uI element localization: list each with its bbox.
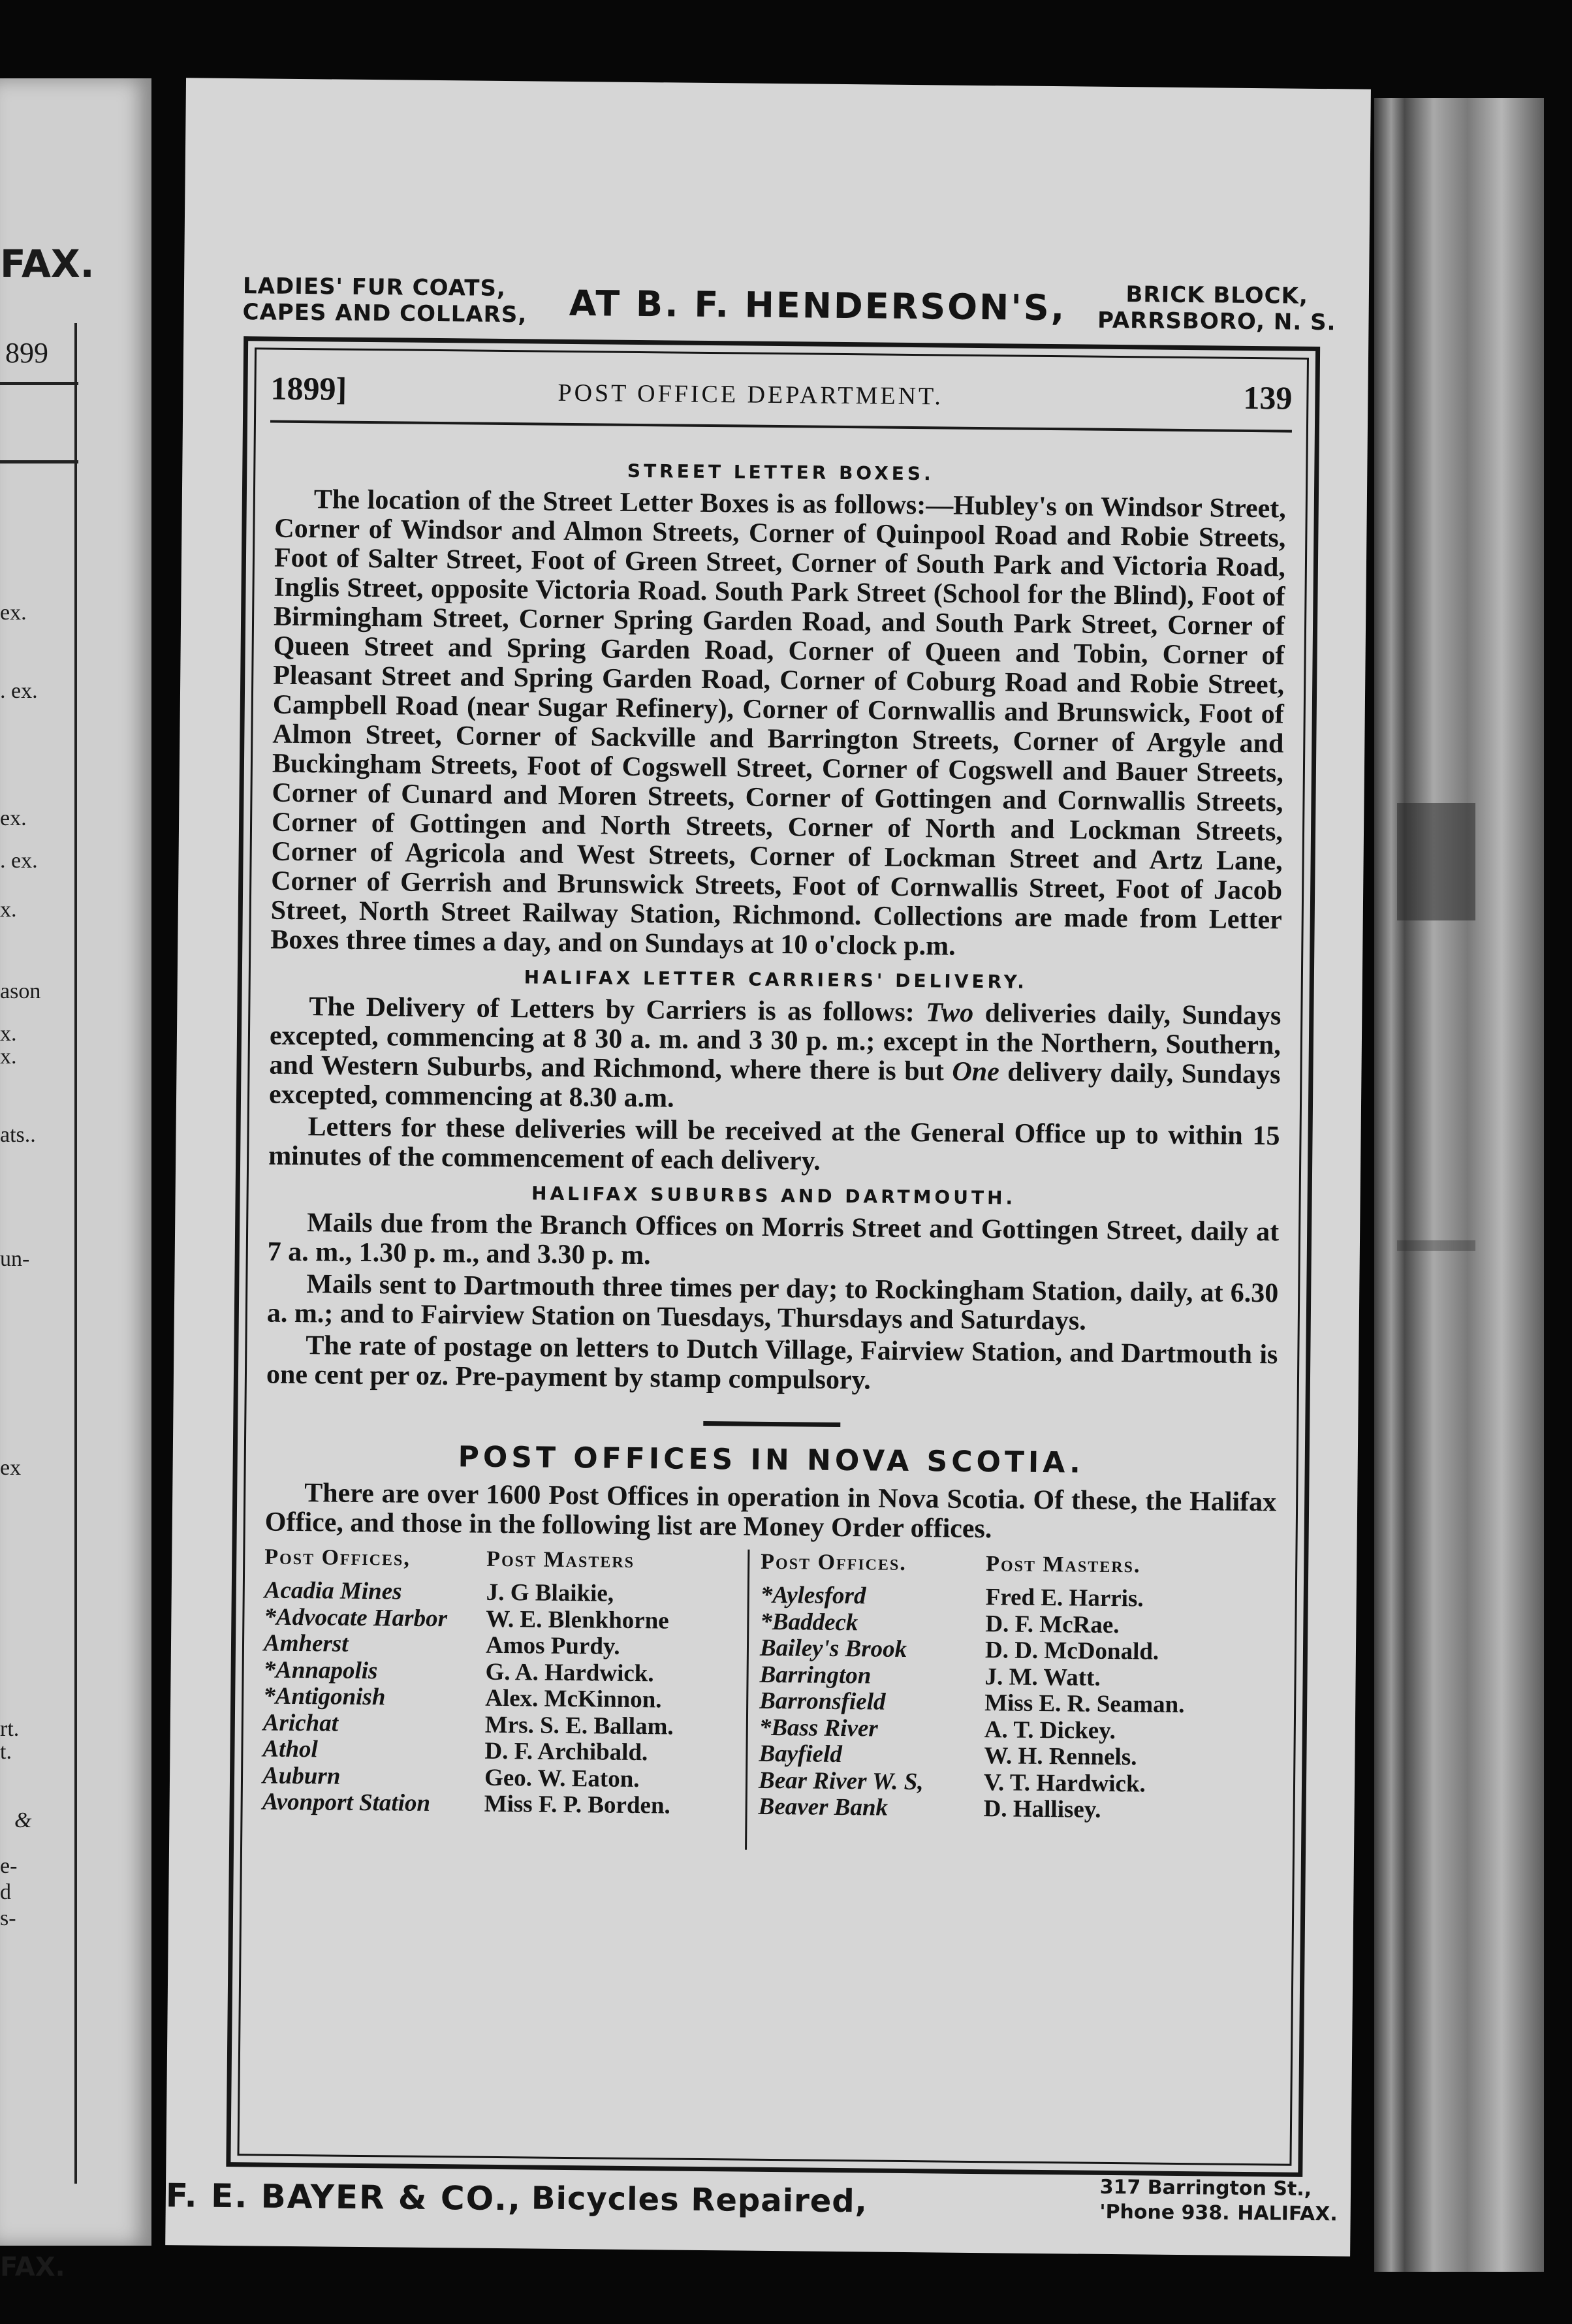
post-office-list (262, 1545, 1276, 1862)
previous-page-strip (0, 78, 151, 2282)
previous-page-fragment: t. (0, 1740, 12, 1764)
previous-page-fragment: x. (0, 1022, 17, 1046)
page-content (262, 448, 1287, 1862)
carriers-delivery-paragraph (269, 992, 1281, 1120)
post-office-name: Beaver Bank (758, 1793, 888, 1821)
post-office-name: Avonport Station (262, 1788, 431, 1817)
advert-city: HALIFAX. (1237, 2201, 1338, 2226)
post-office-name: *Antigonish (263, 1682, 386, 1711)
carriers-text: deliveries daily, Sundays excepted, commencing at 8 30 a. m. and 3 30 p. m.; except in the Northern, Southern, and Western Suburbs, and Richmond, where there is but (269, 997, 1281, 1087)
previous-page-fragment: & (14, 1808, 32, 1832)
post-master-name: Geo. W. Eaton. (484, 1764, 640, 1793)
advert-right (1097, 281, 1336, 336)
post-office-name: Bayfield (759, 1740, 843, 1768)
street-letter-boxes-text: The location of the Street Letter Boxes is as follows:—Hubley's on Windsor Street, Corner of Windsor and Almon Streets, Corner of Quinpool Road and Robie Streets, Foot of Salter Street, Foot of Green Street, Corner of South Park and Victoria Road, Inglis Street, opposite Victoria Road. South Park Street (School for the Blind), Foot of Birmingham Street, Corner Spring Garden Road, and South Park Street, Corner of Queen Street and Spring Garden Road, Corner of Queen and Tobin, Corner of Pleasant Street and Spring Garden Road, Corner of Coburg Road and Robie Street, Campbell Road (near Sugar Refinery), Corner of Cornwallis and Brunswick, Foot of Almon Street, Corner of Sackville and Barrington Streets, Corner of Argyle and Buckingham Streets, Foot of Cogswell Street, Corner of Cogswell and Bauer Streets, Corner of Cunard and Moren Streets, Corner of Gottingen and Cornwallis Streets, Corner of Gottingen and North Streets, Corner of North and Lockman Streets, Corner of Agricola and West Streets, Corner of Lockman Street and Artz Lane, Corner of Gerrish and Brunswick Streets, Foot of Cornwallis Street, Foot of Jacob Street, North Street Railway Station, Richmond. Collections are made from Letter Boxes three times a day, and on Sundays at 10 o'clock p.m. (270, 484, 1287, 962)
column-header-offices: Post Offices, (264, 1545, 411, 1571)
advert-right-line: BRICK BLOCK, (1125, 281, 1309, 309)
previous-page-fragment: ex (0, 1456, 22, 1480)
post-offices-intro: There are over 1600 Post Offices in operation in Nova Scotia. Of these, the Halifax Office, and those in the following list are Money Order offices. (264, 1478, 1277, 1545)
running-head-year: 1899] (270, 369, 347, 407)
previous-page-fragment: d (0, 1880, 11, 1904)
post-master-name: D. F. McRae. (985, 1610, 1120, 1639)
page-frame (226, 336, 1320, 2177)
carriers-emphasis: Two (925, 997, 974, 1028)
previous-page-fragment: . ex. (0, 849, 38, 873)
post-office-row (758, 1793, 1280, 1824)
column-header-offices: Post Offices. (761, 1549, 907, 1575)
post-office-name: *Baddeck (760, 1608, 858, 1636)
previous-page-fragment: un- (0, 1247, 30, 1271)
running-head-rule (270, 420, 1292, 433)
post-office-column-left (262, 1545, 745, 1819)
book-binding-edge (1374, 98, 1544, 2272)
column-header-row (264, 1545, 744, 1581)
column-header-row (761, 1550, 1283, 1586)
post-office-row (264, 1629, 744, 1661)
post-master-name: Mrs. S. E. Ballam. (484, 1711, 674, 1740)
previous-page-rule (0, 460, 78, 463)
previous-page-rule (0, 382, 78, 385)
post-office-row (262, 1735, 742, 1767)
advert-left-line: LADIES' FUR COATS, (242, 273, 507, 302)
post-master-name: D. Hallisey. (983, 1795, 1101, 1823)
previous-page-fragment: ats.. (0, 1123, 36, 1147)
advert-right-line: PARRSBORO, N. S. (1097, 307, 1336, 336)
post-master-name: Amos Purdy. (485, 1631, 620, 1660)
previous-page-title-fragment: FAX. (0, 242, 95, 286)
post-office-name: Barronsfield (759, 1687, 886, 1716)
previous-page-fragment: x. (0, 898, 17, 922)
post-office-row (263, 1656, 743, 1687)
running-head-title: POST OFFICE DEPARTMENT. (558, 379, 944, 411)
previous-page-footer-fragment: FAX. (0, 2252, 65, 2282)
post-office-row (262, 1761, 742, 1793)
post-office-name: Bear River W. S, (758, 1767, 924, 1795)
post-office-name: *Bass River (759, 1714, 878, 1742)
post-master-name: D. F. Archibald. (484, 1737, 648, 1767)
post-office-name: Bailey's Brook (759, 1634, 907, 1663)
section-heading-carriers-delivery: HALIFAX LETTER CARRIERS' DELIVERY. (524, 966, 1028, 993)
previous-page-fragment: ex. (0, 601, 27, 625)
previous-page-year-fragment: 899 (5, 337, 48, 369)
post-office-row (263, 1708, 743, 1740)
post-office-row (264, 1603, 744, 1634)
advert-service: Bicycles Repaired, (531, 2180, 868, 2220)
carriers-text: The Delivery of Letters by Carriers is as follows: (309, 992, 926, 1028)
directory-page (165, 78, 1371, 2256)
post-office-row (264, 1577, 744, 1608)
post-office-name: *Aylesford (760, 1581, 866, 1610)
advert-left-line: CAPES AND COLLARS, (242, 299, 527, 328)
post-office-row (262, 1788, 742, 1819)
post-office-name: Athol (262, 1735, 318, 1763)
post-master-name: D. D. McDonald. (984, 1637, 1159, 1665)
post-office-name: *Advocate Harbor (264, 1603, 448, 1632)
post-office-name: Acadia Mines (264, 1577, 402, 1605)
page-frame-inner (237, 347, 1309, 2165)
suburbs-paragraph: The rate of postage on letters to Dutch Village, Fairview Station, and Dartmouth is one cent per oz. Pre-payment by stamp compulsory. (266, 1330, 1278, 1396)
section-heading-street-letter-boxes: STREET LETTER BOXES. (627, 460, 934, 485)
post-master-name: J. M. Watt. (984, 1663, 1101, 1691)
advert-address: 317 Barrington St., (1099, 2175, 1312, 2201)
post-office-row (263, 1682, 743, 1714)
post-office-name: *Annapolis (263, 1656, 378, 1684)
post-master-name: V. T. Hardwick. (983, 1768, 1146, 1798)
previous-page-frame-rule (74, 323, 77, 2184)
carriers-delivery-paragraph: Letters for these deliveries will be received at the General Office up to within 15 minutes of the commencement of each delivery. (268, 1112, 1280, 1176)
post-master-name: G. A. Hardwick. (485, 1658, 654, 1687)
post-master-name: Fred E. Harris. (985, 1584, 1144, 1612)
advert-company: F. E. BAYER & CO., (165, 2176, 522, 2218)
suburbs-paragraph: Mails due from the Branch Offices on Morris Street and Gottingen Street, daily at 7 a. m., 1.30 p. m., and 3.30 p. m. (267, 1208, 1280, 1271)
advert-contact (1099, 2175, 1338, 2227)
previous-page-fragment: s- (0, 1906, 16, 1930)
previous-page-fragment: x. (0, 1044, 17, 1069)
section-heading-post-offices-nova-scotia: POST OFFICES IN NOVA SCOTIA. (458, 1440, 1085, 1480)
post-office-name: Auburn (262, 1762, 341, 1790)
previous-page-fragment: rt. (0, 1717, 20, 1741)
bottom-advertisement (165, 2157, 1351, 2240)
advert-phone: 'Phone 938. (1099, 2200, 1230, 2225)
page-number: 139 (1243, 379, 1293, 416)
post-office-name: Arichat (262, 1709, 339, 1737)
binding-shadow (1397, 803, 1475, 920)
running-head (270, 369, 1293, 418)
post-master-name: Alex. McKinnon. (485, 1684, 662, 1714)
post-master-name: J. G Blaikie, (486, 1578, 614, 1607)
post-office-name: Amherst (263, 1629, 349, 1657)
post-master-name: A. T. Dickey. (984, 1716, 1116, 1744)
post-master-name: Miss E. R. Seaman. (984, 1689, 1185, 1719)
binding-shadow (1397, 1240, 1475, 1251)
previous-page-fragment: ason (0, 979, 41, 1003)
column-header-masters: Post Masters (486, 1547, 635, 1573)
post-master-name: W. H. Rennels. (984, 1742, 1137, 1771)
advert-merchant-name: AT B. F. HENDERSON'S, (569, 282, 1067, 329)
carriers-emphasis: One (952, 1056, 999, 1088)
carriers-text: delivery daily, Sundays excepted, commencing at 8.30 a.m. (268, 1057, 1281, 1114)
previous-page-fragment: . ex. (0, 679, 38, 703)
previous-page-fragment: ex. (0, 806, 27, 830)
post-office-name: Barrington (759, 1661, 872, 1689)
column-separator (745, 1550, 749, 1850)
section-heading-suburbs-dartmouth: HALIFAX SUBURBS AND DARTMOUTH. (531, 1182, 1016, 1209)
column-header-masters: Post Masters. (986, 1552, 1141, 1578)
post-master-name: Miss F. P. Borden. (484, 1790, 670, 1819)
post-office-column-right (758, 1550, 1283, 1824)
post-master-name: W. E. Blenkhorne (486, 1605, 669, 1634)
advert-left (242, 273, 527, 328)
suburbs-paragraph: Mails sent to Dartmouth three times per day; to Rockingham Station, daily, at 6.30 a. m.; and to Fairview Station on Tuesdays, Thursdays and Saturdays. (266, 1269, 1279, 1336)
previous-page-fragment: e- (0, 1854, 18, 1878)
section-divider (703, 1421, 840, 1427)
